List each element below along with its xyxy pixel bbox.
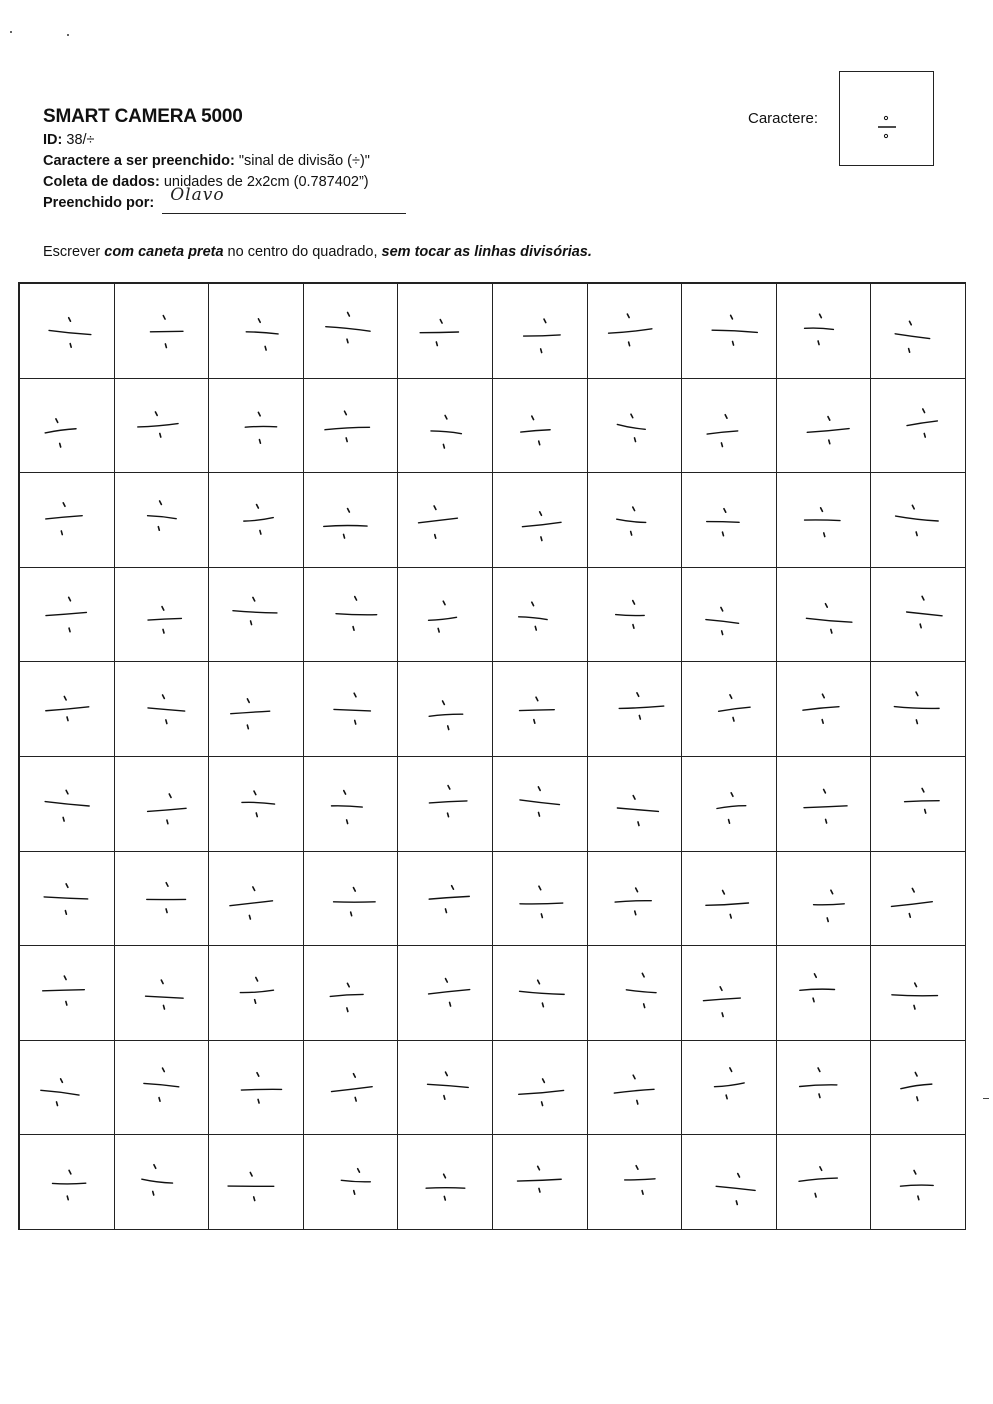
grid-cell[interactable]: [493, 946, 588, 1041]
character-value: "sinal de divisão (÷)": [238, 153, 370, 169]
handwritten-division-sign-icon: [209, 379, 303, 473]
handwritten-division-sign-icon: [871, 568, 965, 662]
handwritten-division-sign-icon: [682, 379, 776, 473]
grid-cell[interactable]: [20, 757, 115, 852]
handwritten-division-sign-icon: [398, 852, 492, 946]
grid-cell[interactable]: [871, 662, 966, 757]
grid-cell[interactable]: [209, 568, 304, 663]
grid-cell[interactable]: [777, 757, 872, 852]
grid-cell[interactable]: [115, 568, 210, 663]
grid-cell[interactable]: [682, 379, 777, 474]
handwritten-division-sign-icon: [588, 757, 682, 851]
grid-cell[interactable]: [304, 757, 399, 852]
handwritten-division-sign-icon: [777, 757, 871, 851]
grid-cell[interactable]: [682, 568, 777, 663]
filled-by-label: Preenchido por:: [43, 195, 155, 211]
handwritten-division-sign-icon: [115, 473, 209, 567]
grid-cell[interactable]: [209, 662, 304, 757]
grid-cell[interactable]: [115, 473, 210, 568]
id-value: 38/÷: [66, 132, 95, 148]
grid-cell[interactable]: [871, 379, 966, 474]
handwritten-division-sign-icon: [493, 1135, 587, 1229]
handwritten-division-sign-icon: [115, 1135, 209, 1229]
handwritten-division-sign-icon: [588, 1135, 682, 1229]
grid-cell[interactable]: [398, 568, 493, 663]
handwritten-division-sign-icon: [398, 284, 492, 378]
grid-cell[interactable]: [209, 757, 304, 852]
grid-cell[interactable]: [682, 946, 777, 1041]
handwritten-division-sign-icon: [209, 662, 303, 756]
handwritten-division-sign-icon: [304, 1135, 398, 1229]
handwritten-division-sign-icon: [20, 1041, 114, 1135]
grid-cell[interactable]: [871, 946, 966, 1041]
grid-cell[interactable]: [209, 379, 304, 474]
grid-cell[interactable]: [493, 1041, 588, 1136]
handwritten-division-sign-icon: [20, 1135, 114, 1229]
handwritten-division-sign-icon: [871, 1135, 965, 1229]
grid-cell[interactable]: [304, 379, 399, 474]
handwritten-division-sign-icon: [398, 662, 492, 756]
handwritten-division-sign-icon: [682, 473, 776, 567]
grid-cell[interactable]: [398, 852, 493, 947]
grid-cell[interactable]: [871, 1135, 966, 1230]
handwritten-division-sign-icon: [871, 662, 965, 756]
grid-cell[interactable]: [398, 473, 493, 568]
handwritten-division-sign-icon: [304, 852, 398, 946]
handwritten-division-sign-icon: [588, 379, 682, 473]
handwritten-division-sign-icon: [304, 1041, 398, 1135]
handwritten-division-sign-icon: [588, 568, 682, 662]
handwritten-division-sign-icon: [871, 852, 965, 946]
grid-cell[interactable]: [304, 946, 399, 1041]
handwritten-division-sign-icon: [777, 284, 871, 378]
grid-cell[interactable]: [588, 662, 683, 757]
handwritten-division-sign-icon: [493, 379, 587, 473]
grid-cell[interactable]: [20, 662, 115, 757]
grid-cell[interactable]: [588, 1135, 683, 1230]
handwritten-division-sign-icon: [398, 568, 492, 662]
grid-cell[interactable]: [304, 1041, 399, 1136]
handwritten-division-sign-icon: [588, 852, 682, 946]
handwritten-division-sign-icon: [20, 852, 114, 946]
handwritten-division-sign-icon: [304, 662, 398, 756]
scan-mark: [983, 1098, 989, 1099]
handwritten-division-sign-icon: [115, 379, 209, 473]
grid-cell[interactable]: [871, 1041, 966, 1136]
handwritten-division-sign-icon: [777, 1041, 871, 1135]
grid-cell[interactable]: [304, 568, 399, 663]
grid-cell[interactable]: [398, 284, 493, 379]
instruction: [43, 242, 592, 262]
grid-cell[interactable]: [209, 946, 304, 1041]
grid-cell[interactable]: [398, 379, 493, 474]
grid-cell[interactable]: [115, 946, 210, 1041]
filled-by-line: [43, 185, 463, 214]
instruction-emphasis-lines: sem tocar as linhas divisórias.: [381, 244, 592, 260]
character-line: [43, 151, 463, 172]
handwritten-division-sign-icon: [682, 284, 776, 378]
grid-cell[interactable]: [682, 1135, 777, 1230]
handwritten-division-sign-icon: [871, 946, 965, 1040]
handwritten-division-sign-icon: [777, 662, 871, 756]
grid-cell[interactable]: [588, 379, 683, 474]
grid-cell[interactable]: [115, 757, 210, 852]
grid-cell[interactable]: [682, 284, 777, 379]
form-header: [43, 104, 463, 214]
grid-cell[interactable]: [588, 1041, 683, 1136]
handwritten-division-sign-icon: [682, 568, 776, 662]
grid-cell[interactable]: [777, 662, 872, 757]
handwritten-division-sign-icon: [588, 946, 682, 1040]
handwritten-division-sign-icon: [682, 757, 776, 851]
grid-cell[interactable]: [398, 1135, 493, 1230]
grid-cell[interactable]: [20, 1041, 115, 1136]
handwritten-division-sign-icon: [871, 379, 965, 473]
handwritten-division-sign-icon: [115, 568, 209, 662]
handwritten-division-sign-icon: [398, 946, 492, 1040]
collection-value: unidades de 2x2cm (0.787402”): [163, 174, 369, 190]
handwritten-division-sign-icon: [777, 852, 871, 946]
handwritten-division-sign-icon: [304, 284, 398, 378]
division-sign-icon: [840, 72, 935, 167]
grid-cell[interactable]: [304, 1135, 399, 1230]
grid-cell[interactable]: [398, 662, 493, 757]
handwritten-division-sign-icon: [115, 662, 209, 756]
grid-cell[interactable]: [871, 284, 966, 379]
grid-cell[interactable]: [304, 473, 399, 568]
grid-cell[interactable]: [209, 1041, 304, 1136]
handwritten-division-sign-icon: [115, 1041, 209, 1135]
id-line: [43, 130, 463, 151]
signature: Olavo: [170, 185, 225, 205]
scan-specks: [8, 28, 78, 40]
grid-cell[interactable]: [682, 662, 777, 757]
handwritten-division-sign-icon: [20, 568, 114, 662]
grid-cell[interactable]: [871, 473, 966, 568]
grid-cell[interactable]: [398, 946, 493, 1041]
grid-cell[interactable]: [588, 473, 683, 568]
grid-cell[interactable]: [588, 757, 683, 852]
id-label: ID:: [43, 132, 63, 148]
grid-cell[interactable]: [871, 852, 966, 947]
grid-cell[interactable]: [777, 568, 872, 663]
reference-label: Caractere:: [748, 110, 819, 127]
grid-cell[interactable]: [682, 1041, 777, 1136]
handwritten-division-sign-icon: [588, 284, 682, 378]
handwritten-division-sign-icon: [871, 473, 965, 567]
grid-cell[interactable]: [682, 852, 777, 947]
grid-cell[interactable]: [777, 284, 872, 379]
handwritten-division-sign-icon: [682, 662, 776, 756]
grid-cell[interactable]: [398, 757, 493, 852]
grid-cell[interactable]: [588, 852, 683, 947]
handwritten-division-sign-icon: [588, 662, 682, 756]
grid-cell[interactable]: [304, 662, 399, 757]
grid-cell[interactable]: [115, 852, 210, 947]
handwritten-division-sign-icon: [304, 757, 398, 851]
handwritten-division-sign-icon: [209, 1135, 303, 1229]
handwritten-division-sign-icon: [398, 379, 492, 473]
grid-cell[interactable]: [115, 1135, 210, 1230]
handwritten-division-sign-icon: [493, 568, 587, 662]
grid-cell[interactable]: [682, 473, 777, 568]
collection-line: [43, 172, 463, 193]
handwritten-division-sign-icon: [20, 284, 114, 378]
grid-cell[interactable]: [209, 284, 304, 379]
handwritten-division-sign-icon: [115, 757, 209, 851]
handwritten-division-sign-icon: [588, 1041, 682, 1135]
handwritten-division-sign-icon: [871, 284, 965, 378]
handwritten-division-sign-icon: [777, 568, 871, 662]
grid-cell[interactable]: [871, 568, 966, 663]
grid-cell[interactable]: [682, 757, 777, 852]
handwritten-division-sign-icon: [304, 379, 398, 473]
instruction-prefix: Escrever: [43, 244, 105, 260]
handwritten-division-sign-icon: [777, 473, 871, 567]
handwritten-division-sign-icon: [398, 1135, 492, 1229]
grid-cell[interactable]: [493, 852, 588, 947]
handwritten-division-sign-icon: [304, 473, 398, 567]
handwritten-division-sign-icon: [304, 946, 398, 1040]
grid-cell[interactable]: [209, 852, 304, 947]
grid-cell[interactable]: [304, 284, 399, 379]
handwritten-division-sign-icon: [398, 757, 492, 851]
grid-cell[interactable]: [20, 379, 115, 474]
handwritten-division-sign-icon: [304, 568, 398, 662]
handwritten-division-sign-icon: [682, 852, 776, 946]
handwritten-division-sign-icon: [209, 473, 303, 567]
grid-cell[interactable]: [588, 284, 683, 379]
grid-cell[interactable]: [115, 379, 210, 474]
handwritten-division-sign-icon: [209, 946, 303, 1040]
handwritten-division-sign-icon: [209, 284, 303, 378]
handwritten-division-sign-icon: [398, 473, 492, 567]
grid-cell[interactable]: [777, 1135, 872, 1230]
grid-cell[interactable]: [588, 568, 683, 663]
handwritten-division-sign-icon: [20, 757, 114, 851]
handwritten-division-sign-icon: [115, 852, 209, 946]
grid-cell[interactable]: [20, 473, 115, 568]
grid-cell[interactable]: [20, 284, 115, 379]
handwritten-division-sign-icon: [871, 1041, 965, 1135]
handwritten-division-sign-icon: [209, 852, 303, 946]
handwritten-division-sign-icon: [871, 757, 965, 851]
grid-cell[interactable]: [493, 662, 588, 757]
grid-cell[interactable]: [493, 568, 588, 663]
grid-cell[interactable]: [777, 379, 872, 474]
grid-cell[interactable]: [398, 1041, 493, 1136]
handwritten-division-sign-icon: [398, 1041, 492, 1135]
handwritten-division-sign-icon: [493, 757, 587, 851]
handwritten-division-sign-icon: [493, 946, 587, 1040]
handwritten-division-sign-icon: [209, 757, 303, 851]
handwritten-division-sign-icon: [20, 946, 114, 1040]
grid-cell[interactable]: [115, 662, 210, 757]
grid-cell[interactable]: [20, 852, 115, 947]
grid-cell[interactable]: [777, 946, 872, 1041]
grid-cell[interactable]: [493, 473, 588, 568]
handwritten-division-sign-icon: [20, 473, 114, 567]
handwritten-division-sign-icon: [209, 1041, 303, 1135]
grid-cell[interactable]: [115, 1041, 210, 1136]
handwritten-division-sign-icon: [20, 379, 114, 473]
grid-cell[interactable]: [20, 568, 115, 663]
handwritten-division-sign-icon: [682, 946, 776, 1040]
grid-cell[interactable]: [20, 946, 115, 1041]
instruction-middle: no centro do quadrado,: [223, 244, 382, 260]
handwritten-division-sign-icon: [777, 379, 871, 473]
signature-field[interactable]: [162, 185, 406, 214]
grid-cell[interactable]: [588, 946, 683, 1041]
handwritten-division-sign-icon: [777, 1135, 871, 1229]
sample-grid-wrapper: [18, 282, 966, 1230]
handwritten-division-sign-icon: [493, 473, 587, 567]
grid-cell[interactable]: [493, 284, 588, 379]
grid-cell[interactable]: [304, 852, 399, 947]
collection-label: Coleta de dados:: [43, 174, 160, 190]
handwritten-division-sign-icon: [493, 852, 587, 946]
handwritten-division-sign-icon: [493, 662, 587, 756]
handwritten-division-sign-icon: [493, 1041, 587, 1135]
sample-grid: [18, 282, 966, 1230]
handwritten-division-sign-icon: [115, 946, 209, 1040]
grid-cell[interactable]: [115, 284, 210, 379]
grid-cell[interactable]: [493, 379, 588, 474]
handwritten-division-sign-icon: [209, 568, 303, 662]
handwritten-division-sign-icon: [493, 284, 587, 378]
handwritten-division-sign-icon: [777, 946, 871, 1040]
form-title: SMART CAMERA 5000: [43, 106, 243, 127]
grid-cell[interactable]: [20, 1135, 115, 1230]
character-label: Caractere a ser preenchido:: [43, 153, 235, 169]
grid-cell[interactable]: [871, 757, 966, 852]
grid-cell[interactable]: [209, 473, 304, 568]
handwritten-division-sign-icon: [588, 473, 682, 567]
grid-cell[interactable]: [493, 757, 588, 852]
grid-cell[interactable]: [777, 1041, 872, 1136]
handwritten-division-sign-icon: [115, 284, 209, 378]
reference-box: [839, 71, 934, 166]
instruction-emphasis-pen: com caneta preta: [104, 244, 224, 260]
handwritten-division-sign-icon: [682, 1041, 776, 1135]
grid-cell[interactable]: [777, 473, 872, 568]
grid-cell[interactable]: [209, 1135, 304, 1230]
handwritten-division-sign-icon: [682, 1135, 776, 1229]
handwritten-division-sign-icon: [20, 662, 114, 756]
grid-cell[interactable]: [493, 1135, 588, 1230]
grid-cell[interactable]: [777, 852, 872, 947]
